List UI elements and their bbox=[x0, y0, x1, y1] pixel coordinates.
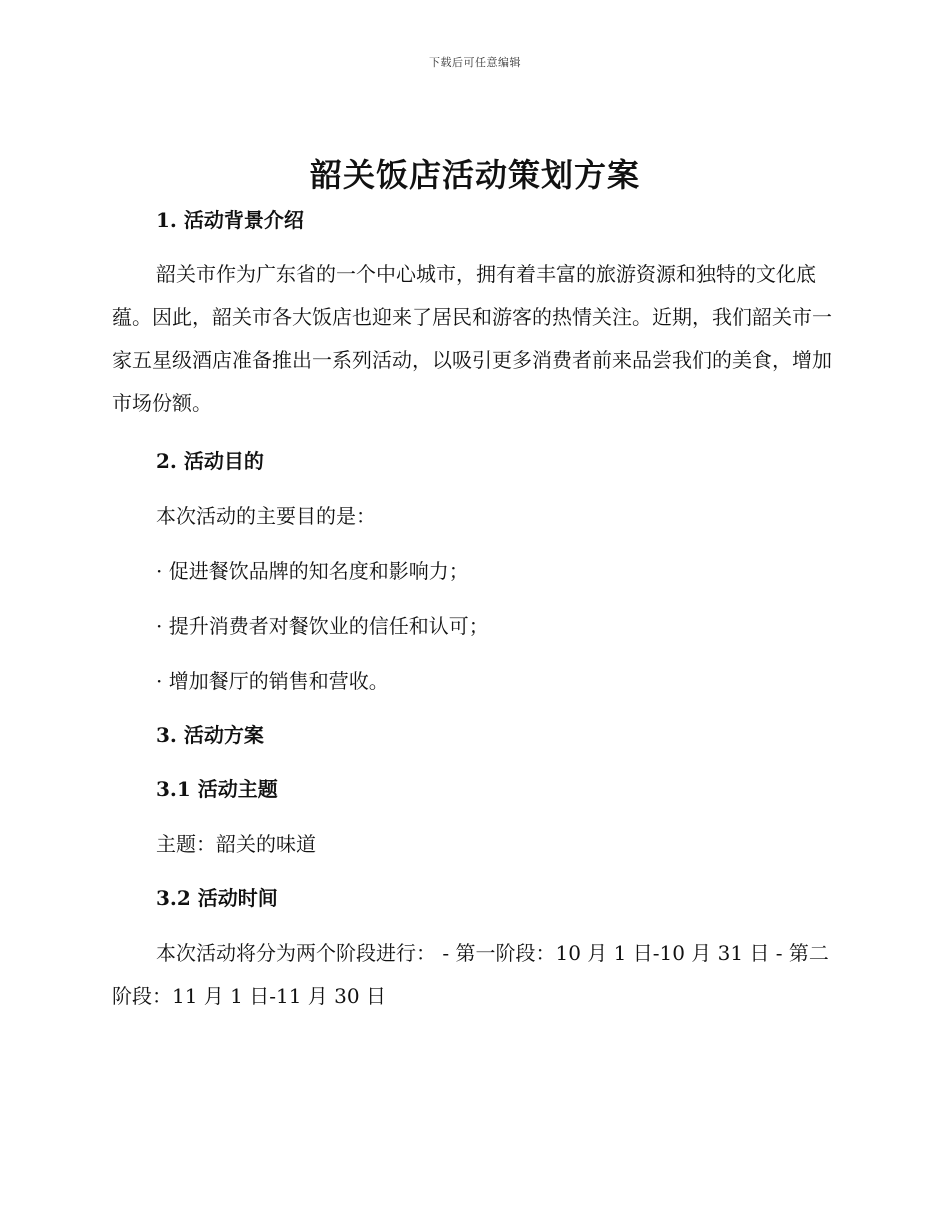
goals-intro: 本次活动的主要目的是： bbox=[156, 504, 376, 528]
list-item: · 增加餐厅的销售和营收。 bbox=[156, 669, 389, 693]
header-note: 下载后可任意编辑 bbox=[429, 56, 521, 69]
section-plan bbox=[112, 715, 838, 1018]
section-heading: 3. 活动方案 bbox=[156, 723, 264, 747]
list-item: · 提升消费者对餐饮业的信任和认可； bbox=[156, 614, 489, 638]
section-background bbox=[112, 200, 838, 425]
document-body bbox=[112, 200, 838, 1018]
section-goals bbox=[112, 441, 838, 703]
schedule-paragraph: 本次活动将分为两个阶段进行： - 第一阶段：10 月 1 日-10 月 31 日 - 第二阶段：11 月 1 日-11 月 30 日 bbox=[112, 941, 829, 1008]
subsection-heading: 3.1 活动主题 bbox=[156, 777, 278, 801]
section-heading: 2. 活动目的 bbox=[156, 449, 264, 473]
list-item: · 促进餐饮品牌的知名度和影响力； bbox=[156, 559, 469, 583]
section-paragraph: 韶关市作为广东省的一个中心城市，拥有着丰富的旅游资源和独特的文化底蕴。因此，韶关市各大饭店也迎来了居民和游客的热情关注。近期，我们韶关市一家五星级酒店准备推出一系列活动，以吸引更多消费者前来品尝我们的美食，增加市场份额。 bbox=[112, 262, 832, 415]
document-title: 韶关饭店活动策划方案 bbox=[309, 156, 640, 194]
subsection-heading: 3.2 活动时间 bbox=[156, 886, 278, 910]
section-heading: 1. 活动背景介绍 bbox=[156, 208, 304, 232]
theme-text: 主题：韶关的味道 bbox=[156, 832, 316, 856]
